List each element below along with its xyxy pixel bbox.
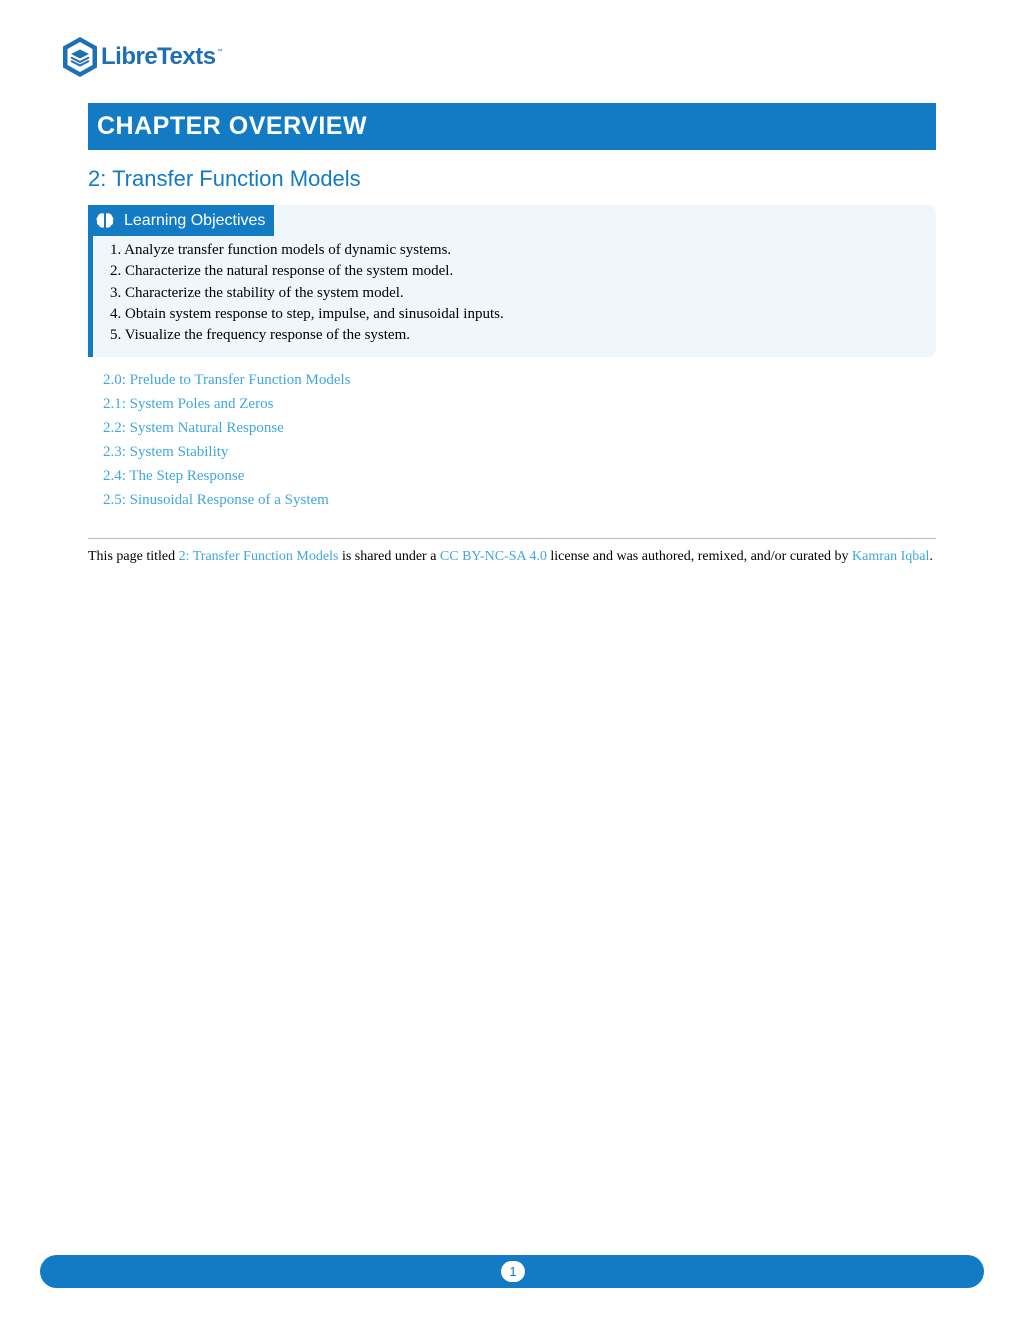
toc-link-2-5[interactable]: 2.5: Sinusoidal Response of a System bbox=[103, 492, 329, 508]
toc-link-2-1[interactable]: 2.1: System Poles and Zeros bbox=[103, 396, 274, 412]
license-end: . bbox=[929, 549, 933, 564]
toc-link-2-2[interactable]: 2.2: System Natural Response bbox=[103, 420, 284, 436]
objective-item: 1. Analyze transfer function models of dynamic systems. bbox=[110, 242, 452, 258]
toc-link-2-3[interactable]: 2.3: System Stability bbox=[103, 444, 229, 460]
logo-trademark: ™ bbox=[216, 49, 223, 55]
objective-item: 2. Characterize the natural response of the system model. bbox=[110, 263, 454, 280]
learning-objectives-box bbox=[88, 205, 936, 357]
page-number: 1 bbox=[501, 1261, 525, 1282]
objectives-list bbox=[110, 240, 504, 346]
logo-wordmark: LibreTexts bbox=[101, 43, 216, 70]
table-of-contents bbox=[103, 368, 351, 512]
toc-item bbox=[103, 488, 351, 512]
toc-link-2-4[interactable]: 2.4: The Step Response bbox=[103, 468, 245, 484]
page-footer bbox=[40, 1255, 984, 1288]
learning-objectives-header bbox=[88, 205, 274, 236]
license-link[interactable]: CC BY-NC-SA 4.0 bbox=[439, 549, 547, 564]
toc-item bbox=[103, 368, 351, 392]
toc-item bbox=[103, 440, 351, 464]
objective-item: 3. Characterize the stability of the system model. bbox=[110, 284, 404, 301]
libretexts-logo-icon bbox=[62, 36, 98, 78]
chapter-overview-banner: CHAPTER OVERVIEW bbox=[88, 103, 936, 150]
toc-item bbox=[103, 464, 351, 488]
objective-item: 5. Visualize the frequency response of the system. bbox=[110, 327, 410, 344]
license-suffix: license and was authored, remixed, and/or curated by bbox=[546, 549, 853, 564]
license-prefix: This page titled bbox=[88, 549, 179, 564]
toc-link-2-0[interactable]: 2.0: Prelude to Transfer Function Models bbox=[103, 372, 351, 388]
license-middle: is shared under a bbox=[338, 549, 440, 564]
license-notice bbox=[88, 547, 936, 567]
brain-icon bbox=[96, 212, 114, 229]
objective-item: 4. Obtain system response to step, impulse, and sinusoidal inputs. bbox=[110, 305, 504, 322]
page-title: 2: Transfer Function Models bbox=[88, 166, 361, 191]
libretexts-logo[interactable] bbox=[62, 35, 223, 79]
learning-objectives-title: Learning Objectives bbox=[124, 211, 266, 229]
section-divider bbox=[88, 538, 936, 539]
author-link[interactable]: Kamran Iqbal bbox=[852, 549, 930, 564]
page-title-link[interactable]: 2: Transfer Function Models bbox=[178, 549, 339, 564]
toc-item bbox=[103, 416, 351, 440]
toc-item bbox=[103, 392, 351, 416]
